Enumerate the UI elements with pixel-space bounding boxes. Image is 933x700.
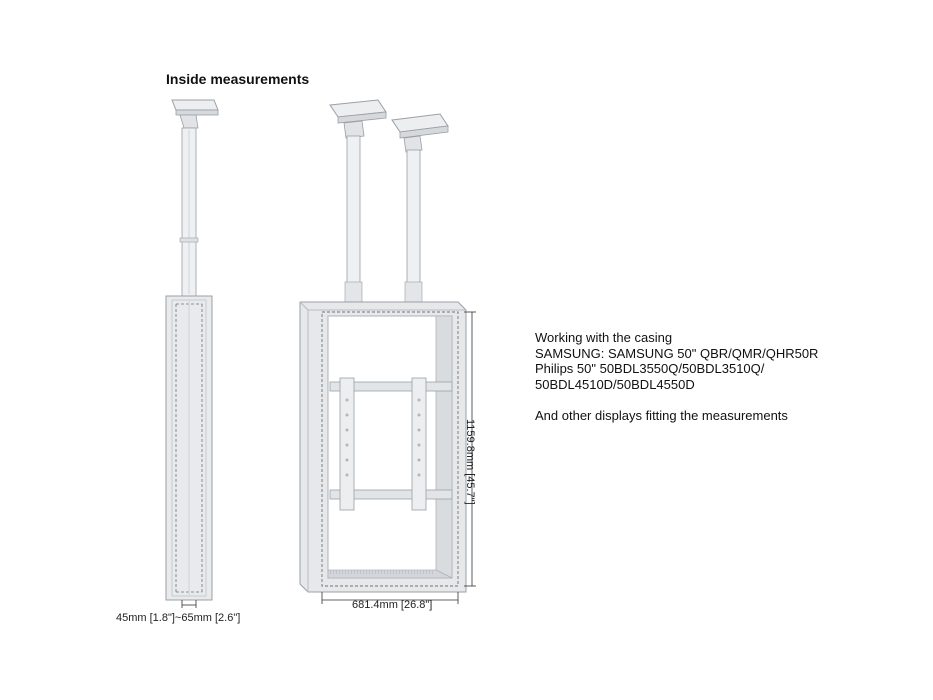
info-line: Philips 50" 50BDL3550Q/50BDL3510Q/	[535, 361, 765, 376]
height-dimension-label: 1159.8mm [45.7"]	[464, 419, 476, 505]
ceiling-plate-right	[392, 114, 448, 152]
side-ceiling-plate	[172, 100, 218, 110]
info-line: Working with the casing	[535, 330, 673, 345]
ceiling-plate-left	[330, 100, 386, 138]
info-line: SAMSUNG: SAMSUNG 50" QBR/QMR/QHR50R	[535, 345, 819, 361]
width-dimension-label: 681.4mm [26.8"]	[352, 599, 433, 611]
front-view	[300, 100, 476, 604]
spacer	[535, 392, 818, 408]
info-line: 50BDL4510D/50BDL4550D	[535, 376, 695, 392]
inside-measurements-heading: Inside measurements	[166, 71, 310, 87]
depth-dimension-label: 45mm [1.8"]~65mm [2.6"]	[116, 612, 241, 624]
info-note: And other displays fitting the measurements	[535, 407, 788, 423]
side-view	[166, 100, 218, 608]
pole-right	[407, 150, 420, 302]
compatibility-info	[535, 330, 818, 423]
pole-left	[347, 136, 360, 302]
